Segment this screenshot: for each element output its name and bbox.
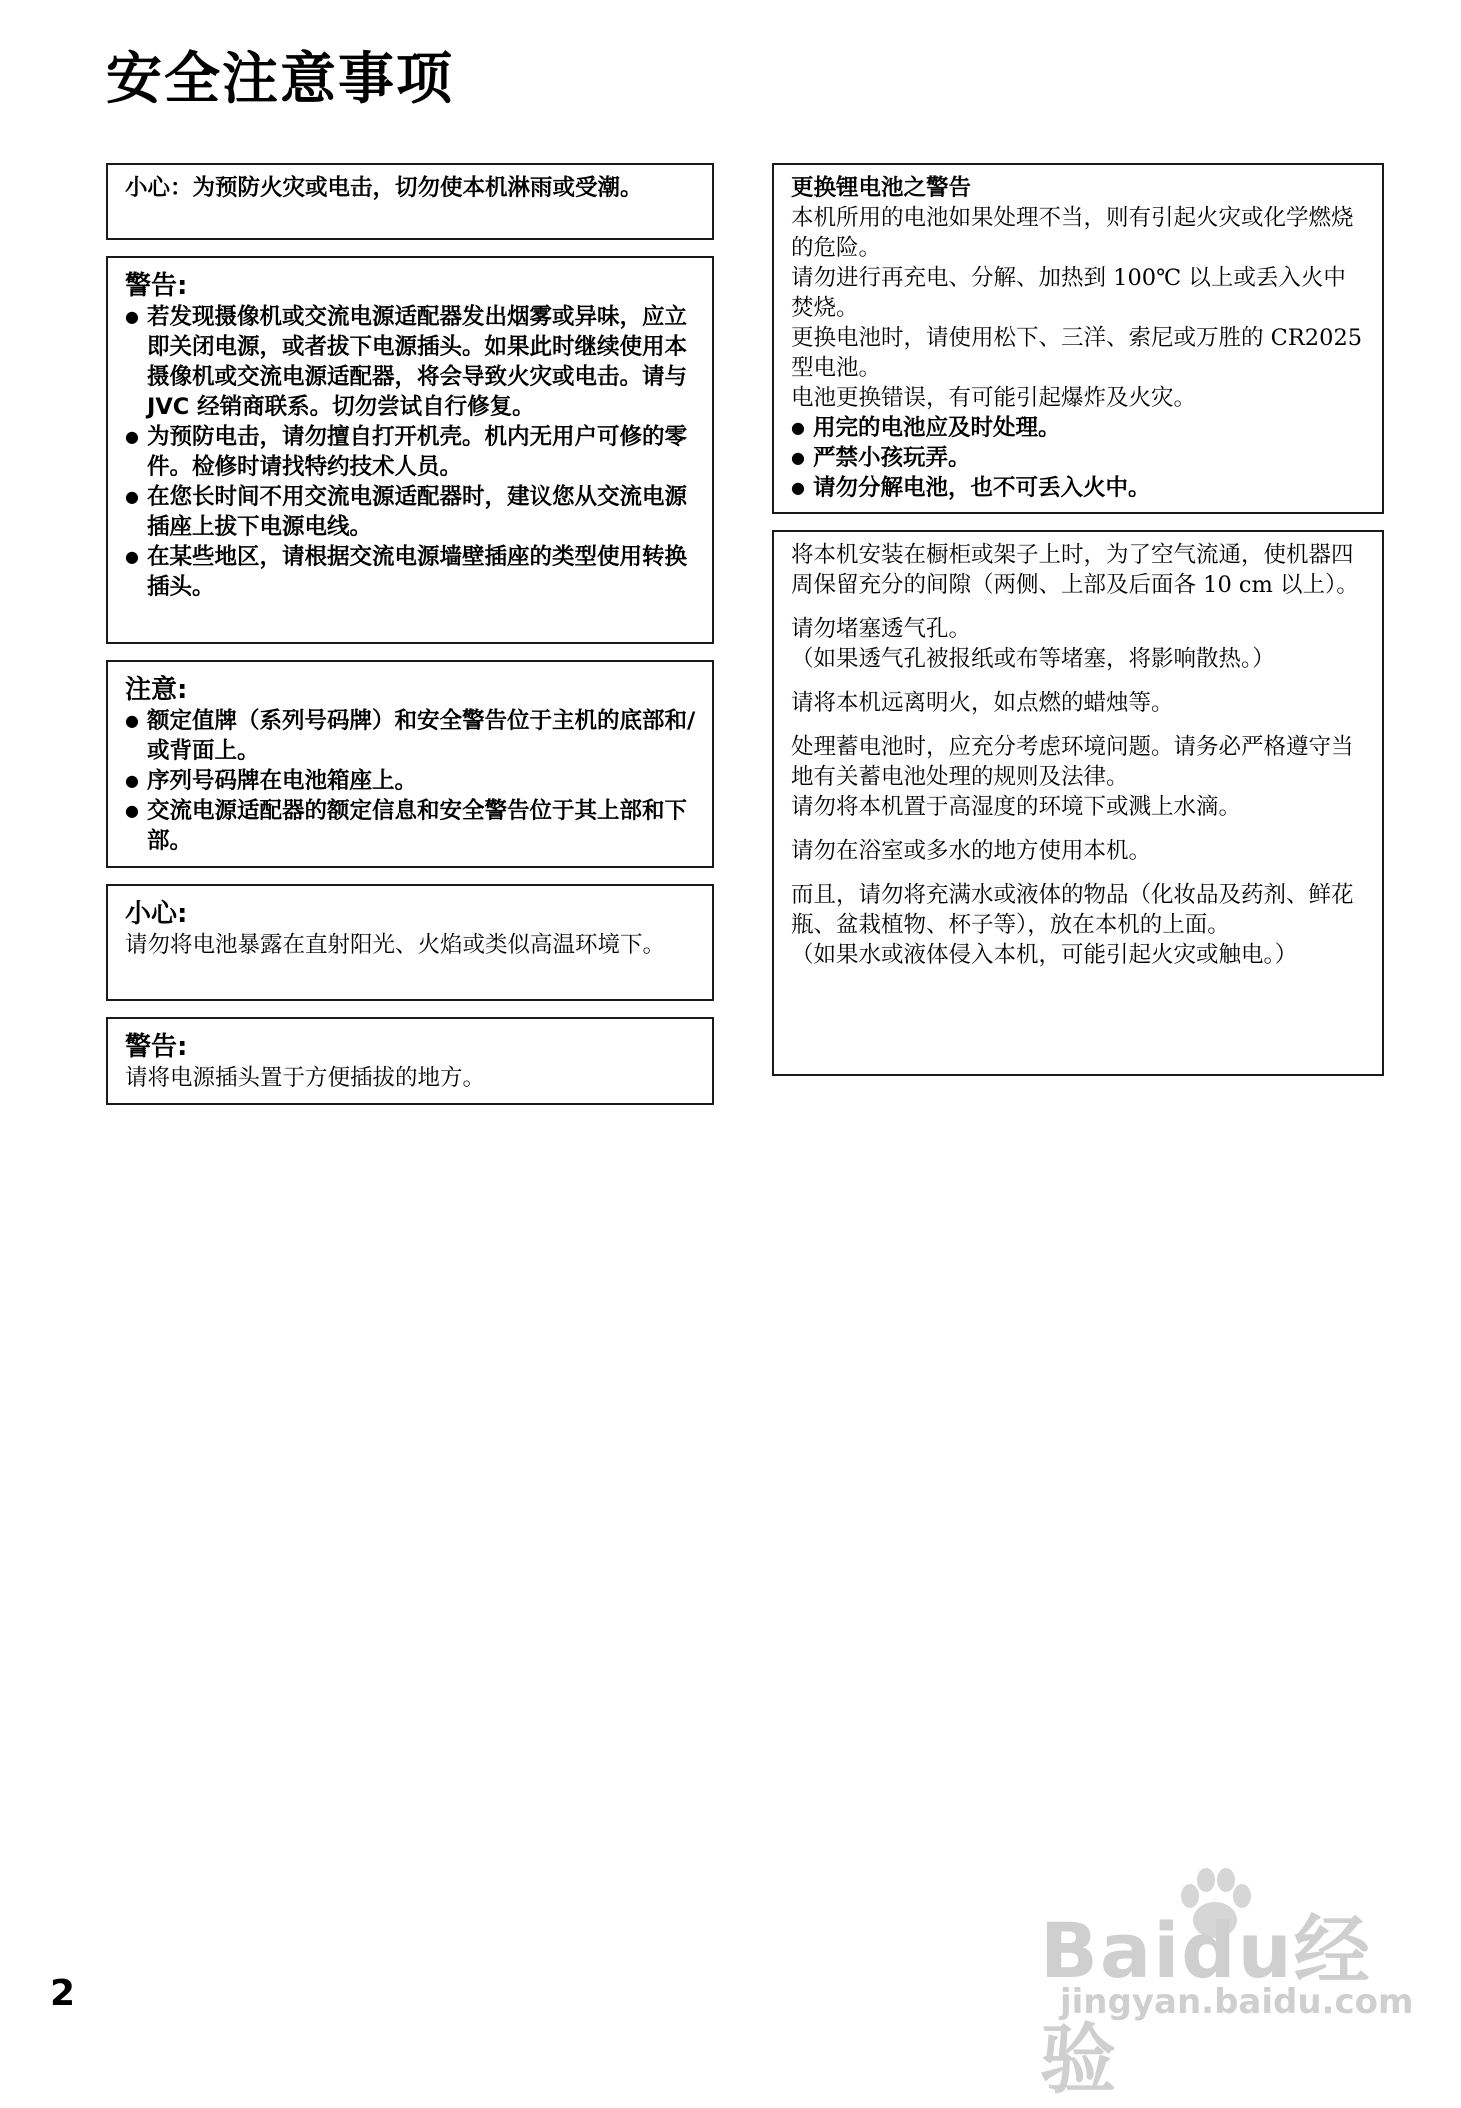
list-item: ● 额定值牌（系列号码牌）和安全警告位于主机的底部和/或背面上。 [125,706,696,766]
list-item: ● 严禁小孩玩弄。 [791,443,1366,473]
list-item: ● 在某些地区，请根据交流电源墙壁插座的类型使用转换插头。 [125,542,696,602]
watermark-url: jingyan.baidu.com [1060,1982,1414,2022]
notice-box [106,660,714,868]
page-number: 2 [50,1973,76,2014]
caution-top-box [106,163,714,240]
list-item: ● 用完的电池应及时处理。 [791,413,1366,443]
list-item: ● 为预防电击，请勿擅自打开机壳。机内无用户可修的零件。检修时请找特约技术人员。 [125,422,696,482]
caution-heading: 小心: [125,899,188,929]
page-title: 安全注意事项 [106,47,454,112]
notice-list [125,706,696,856]
install-paragraph: 而且，请勿将充满水或液体的物品（化妆品及药剂、鲜花瓶、盆栽植物、杯子等），放在本机的上面。 [791,882,1354,938]
list-item: ● 交流电源适配器的额定信息和安全警告位于其上部和下部。 [125,796,696,856]
install-paragraph: 将本机安装在橱柜或架子上时，为了空气流通，使机器四周保留充分的间隙（两侧、上部及后面各 10 cm 以上）。 [791,542,1359,598]
battery-warning-box [772,163,1384,514]
warning-plug-heading: 警告: [125,1032,188,1062]
install-paragraph: 请将本机远离明火，如点燃的蜡烛等。 [791,690,1174,716]
list-item: ● 序列号码牌在电池箱座上。 [125,766,696,796]
battery-list [791,413,1366,503]
list-item: ● 请勿分解电池，也不可丢入火中。 [791,473,1366,503]
list-item: ● 在您长时间不用交流电源适配器时，建议您从交流电源插座上拔下电源电线。 [125,482,696,542]
battery-line: 电池更换错误，有可能引起爆炸及火灾。 [791,385,1197,411]
install-paragraph: （如果透气孔被报纸或布等堵塞，将影响散热。） [791,646,1275,672]
install-paragraph: 处理蓄电池时，应充分考虑环境问题。请务必严格遵守当地有关蓄电池处理的规则及法律。 [791,734,1354,790]
warning-list [125,302,696,602]
list-item: ● 若发现摄像机或交流电源适配器发出烟雾或异味，应立即关闭电源，或者拔下电源插头。如果此时继续使用本摄像机或交流电源适配器，将会导致火灾或电击。请与 JVC 经销商联系。切勿尝试自行修复。 [125,302,696,422]
caution-text: 请勿将电池暴露在直射阳光、火焰或类似高温环境下。 [125,932,666,958]
install-paragraph: 请勿将本机置于高湿度的环境下或溅上水滴。 [791,794,1242,820]
caution-box [106,884,714,1001]
warning-plug-text: 请将电源插头置于方便插拔的地方。 [125,1065,486,1091]
battery-heading: 更换锂电池之警告 [791,175,972,201]
install-paragraph: 请勿堵塞透气孔。 [791,616,972,642]
warning-plug-box [106,1017,714,1105]
notice-heading: 注意: [125,675,188,705]
baidu-watermark [1040,1860,1414,2104]
warning-heading: 警告: [125,271,188,301]
battery-line: 请勿进行再充电、分解、加热到 100℃ 以上或丢入火中焚烧。 [791,265,1346,321]
caution-top-text: 小心：为预防火灾或电击，切勿使本机淋雨或受潮。 [125,175,643,201]
warning-box [106,256,714,644]
install-paragraph: 请勿在浴室或多水的地方使用本机。 [791,838,1152,864]
watermark-brand: Baidu经验 [1040,1906,1372,2104]
battery-line: 本机所用的电池如果处理不当，则有引起火灾或化学燃烧的危险。 [791,205,1354,261]
battery-line: 更换电池时，请使用松下、三洋、索尼或万胜的 CR2025 型电池。 [791,325,1363,381]
installation-box [772,530,1384,1076]
install-paragraph: （如果水或液体侵入本机，可能引起火灾或触电。） [791,942,1298,968]
